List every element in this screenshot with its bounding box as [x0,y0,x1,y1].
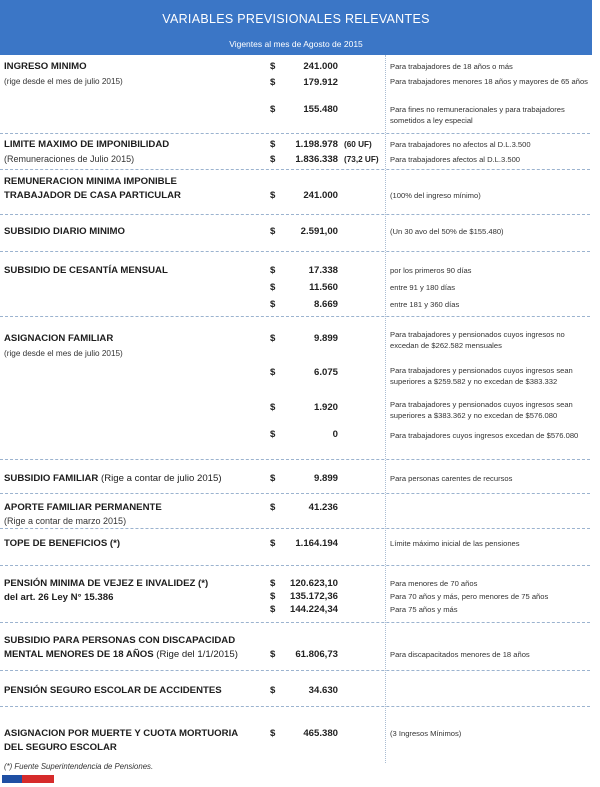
remuneracion-amount: 241.000 [303,190,338,201]
cesantia-desc-3: entre 181 y 360 días [390,300,460,309]
tope-amount: 1.164.194 [295,538,338,549]
asignacion-note: (rige desde el mes de julio 2015) [4,349,123,358]
subsidio-familiar-label-tail: (Rige a contar de julio 2015) [98,473,222,484]
currency-symbol: $ [270,333,276,344]
row-separator [0,493,590,494]
pension-escolar-label: PENSIÓN SEGURO ESCOLAR DE ACCIDENTES [4,685,222,696]
cesantia-amount-1: 17.338 [308,265,338,276]
pension-minima-label-2: del art. 26 Ley N° 15.386 [4,592,114,603]
currency-symbol: $ [270,190,276,201]
pension-minima-amount-2: 135.172,36 [289,591,338,602]
currency-symbol: $ [270,591,276,602]
ingreso-amount-3: 155.480 [303,104,338,115]
aporte-note: (Rige a contar de marzo 2015) [4,516,127,526]
page-subtitle: Vigentes al mes de Agosto de 2015 [229,39,363,49]
subsidio-diario-desc: (Un 30 avo del 50% de $155.480) [390,227,504,236]
remuneracion-label-2: TRABAJADOR DE CASA PARTICULAR [4,190,181,201]
ingreso-label: INGRESO MINIMO [4,61,87,72]
row-separator [0,670,590,671]
currency-symbol: $ [270,728,276,739]
tope-desc: Límite máximo inicial de las pensiones [390,539,520,548]
cuota-mortuoria-label-2: DEL SEGURO ESCOLAR [4,742,117,753]
aporte-amount: 41.236 [308,502,338,513]
limite-note: (Remuneraciones de Julio 2015) [4,154,135,164]
row-separator [0,706,590,707]
ingreso-desc-2: Para trabajadores menores 18 años y mayores de 65 años [390,77,588,86]
discapacidad-label-tail: (Rige del 1/1/2015) [153,649,238,660]
currency-symbol: $ [270,649,276,660]
cuota-mortuoria-label-1: ASIGNACION POR MUERTE Y CUOTA MORTUORIA [4,728,239,739]
pension-escolar-amount: 34.630 [308,685,338,696]
column-divider [385,55,386,763]
discapacidad-label-2 [4,648,238,661]
currency-symbol: $ [270,282,276,293]
currency-symbol: $ [270,538,276,549]
currency-symbol: $ [270,502,276,513]
flag-red-band [22,775,54,783]
header-banner [0,0,592,55]
currency-symbol: $ [270,77,276,88]
limite-amount-2: 1.836.338 [295,154,338,165]
subsidio-diario-label: SUBSIDIO DIARIO MINIMO [4,226,125,237]
asignacion-amount-2: 6.075 [313,367,338,378]
currency-symbol: $ [270,429,276,440]
row-separator [0,214,590,215]
limite-label: LIMITE MAXIMO DE IMPONIBILIDAD [4,139,170,150]
pension-minima-desc-1: Para menores de 70 años [390,579,478,588]
cesantia-amount-2: 11.560 [309,282,338,293]
remuneracion-desc: (100% del ingreso mínimo) [390,191,481,200]
cesantia-desc-2: entre 91 y 180 días [390,283,456,292]
flag-blue-band [2,775,22,783]
currency-symbol: $ [270,299,276,310]
asignacion-amount-4: 0 [332,429,338,440]
currency-symbol: $ [270,367,276,378]
pension-minima-amount-3: 144.224,34 [289,604,338,615]
subsidio-familiar-label-text: SUBSIDIO FAMILIAR [4,473,99,484]
limite-amount-1: 1.198.978 [295,139,338,150]
currency-symbol: $ [270,226,276,237]
row-separator [0,316,590,317]
row-separator [0,565,590,566]
cesantia-desc-1: por los primeros 90 días [390,266,472,275]
pension-minima-amount-1: 120.623,10 [289,578,338,589]
flag-logo [2,775,54,783]
asignacion-amount-1: 9.899 [313,333,338,344]
limite-uf-1: (60 UF) [344,140,372,149]
pension-minima-desc-2: Para 70 años y más, pero menores de 75 años [390,592,549,601]
discapacidad-label-1: SUBSIDIO PARA PERSONAS CON DISCAPACIDAD [4,635,236,646]
row-separator [0,622,590,623]
currency-symbol: $ [270,604,276,615]
cuota-mortuoria-amount: 465.380 [303,728,338,739]
asignacion-desc-1: Para trabajadores y pensionados cuyos ingresos no excedan de $262.582 mensuales [390,330,565,350]
aporte-label: APORTE FAMILIAR PERMANENTE [4,502,162,513]
currency-symbol: $ [270,61,276,72]
cesantia-label: SUBSIDIO DE CESANTÍA MENSUAL [4,265,168,276]
currency-symbol: $ [270,139,276,150]
row-separator [0,528,590,529]
currency-symbol: $ [270,104,276,115]
ingreso-note: (rige desde el mes de julio 2015) [4,77,123,86]
discapacidad-amount: 61.806,73 [295,649,338,660]
limite-uf-2: (73,2 UF) [344,155,379,164]
asignacion-amount-3: 1.920 [313,402,338,413]
page-title: VARIABLES PREVISIONALES RELEVANTES [162,12,430,26]
ingreso-desc-1: Para trabajadores de 18 años o más [390,62,513,71]
currency-symbol: $ [270,685,276,696]
asignacion-desc-4: Para trabajadores cuyos ingresos excedan de $576.080 [390,431,579,440]
limite-desc-1: Para trabajadores no afectos al D.L.3.500 [390,140,531,149]
remuneracion-label-1: REMUNERACION MINIMA IMPONIBLE [4,176,177,187]
subsidio-familiar-label [4,472,222,485]
tope-label: TOPE DE BENEFICIOS (*) [4,538,121,549]
currency-symbol: $ [270,402,276,413]
currency-symbol: $ [270,154,276,165]
ingreso-amount-2: 179.912 [303,77,338,88]
ingreso-amount-1: 241.000 [303,61,338,72]
currency-symbol: $ [270,578,276,589]
ingreso-desc-3: Para fines no remuneracionales y para trabajadores sometidos a ley especial [390,105,565,125]
subsidio-diario-amount: 2.591,00 [300,226,338,237]
row-separator [0,459,590,460]
row-separator [0,169,590,170]
subsidio-familiar-desc: Para personas carentes de recursos [390,474,513,483]
subsidio-familiar-amount: 9.899 [313,473,338,484]
asignacion-desc-2: Para trabajadores y pensionados cuyos ingresos sean superiores a $259.582 y no excedan de $383.332 [390,366,573,386]
cesantia-amount-3: 8.669 [313,299,338,310]
footnote: (*) Fuente Superintendencia de Pensiones. [4,762,154,771]
asignacion-label: ASIGNACION FAMILIAR [4,333,114,344]
row-separator [0,251,590,252]
currency-symbol: $ [270,473,276,484]
discapacidad-label-2-text: MENTAL MENORES DE 18 AÑOS [4,649,154,660]
currency-symbol: $ [270,265,276,276]
asignacion-desc-3: Para trabajadores y pensionados cuyos ingresos sean superiores a $383.362 y no excedan de $576.080 [390,400,573,420]
row-separator [0,133,590,134]
pension-minima-label-1: PENSIÓN MINIMA DE VEJEZ E INVALIDEZ (*) [4,578,209,589]
cuota-mortuoria-desc: (3 Ingresos Mínimos) [390,729,462,738]
limite-desc-2: Para trabajadores afectos al D.L.3.500 [390,155,521,164]
discapacidad-desc: Para discapacitados menores de 18 años [390,650,530,659]
pension-minima-desc-3: Para 75 años y más [390,605,458,614]
